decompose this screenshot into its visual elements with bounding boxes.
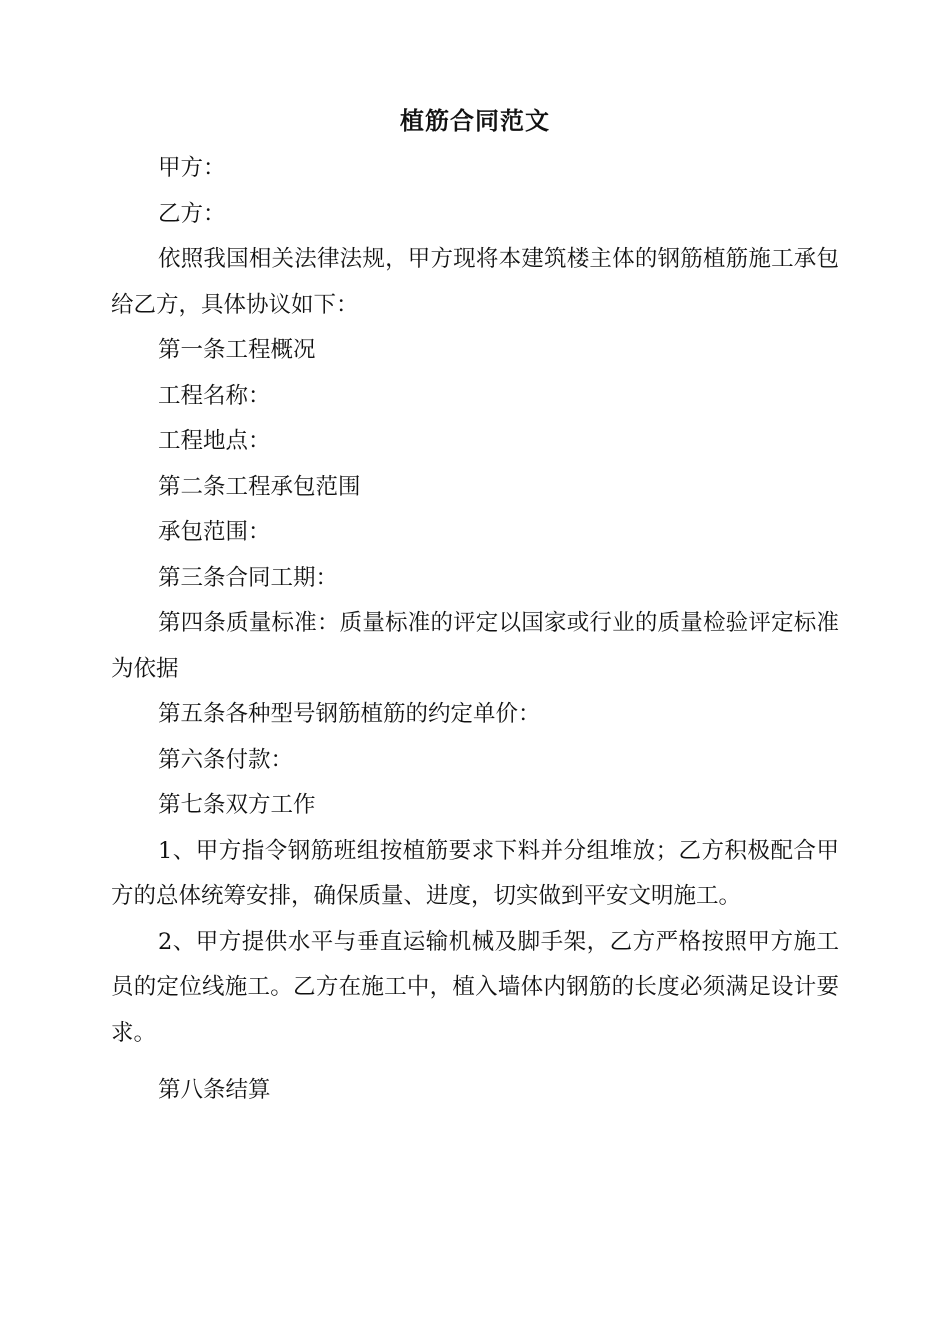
intro-paragraph: 依照我国相关法律法规，甲方现将本建筑楼主体的钢筋植筋施工承包给乙方，具体协议如下： <box>111 246 839 318</box>
duty-item-2: 2、甲方提供水平与垂直运输机械及脚手架，乙方严格按照甲方施工员的定位线施工。乙方在施工中，植入墙体内钢筋的长度必须满足设计要求。 <box>111 928 839 1046</box>
scope-line: 承包范围： <box>158 519 271 545</box>
document-body <box>111 146 839 1114</box>
article-5-line: 第五条各种型号钢筋植筋的约定单价： <box>158 701 541 727</box>
article-1-heading: 第一条工程概况 <box>158 337 316 363</box>
project-location-line: 工程地点： <box>158 428 271 454</box>
article-6-line: 第六条付款： <box>158 746 294 773</box>
article-2-heading: 第二条工程承包范围 <box>158 473 361 500</box>
article-3-line: 第三条合同工期： <box>158 564 339 591</box>
party-b-line: 乙方： <box>158 200 226 227</box>
duty-item-1: 1、甲方指令钢筋班组按植筋要求下料并分组堆放；乙方积极配合甲方的总体统筹安排，确保质量、进度，切实做到平安文明施工。 <box>111 837 839 909</box>
project-name-line: 工程名称： <box>158 382 271 409</box>
article-7-heading: 第七条双方工作 <box>158 792 316 818</box>
document-title: 植筋合同范文 <box>400 106 550 135</box>
article-8-heading: 第八条结算 <box>158 1077 271 1103</box>
party-a-line: 甲方： <box>158 155 226 181</box>
article-4-paragraph: 第四条质量标准：质量标准的评定以国家或行业的质量检验评定标准为依据 <box>111 610 839 682</box>
